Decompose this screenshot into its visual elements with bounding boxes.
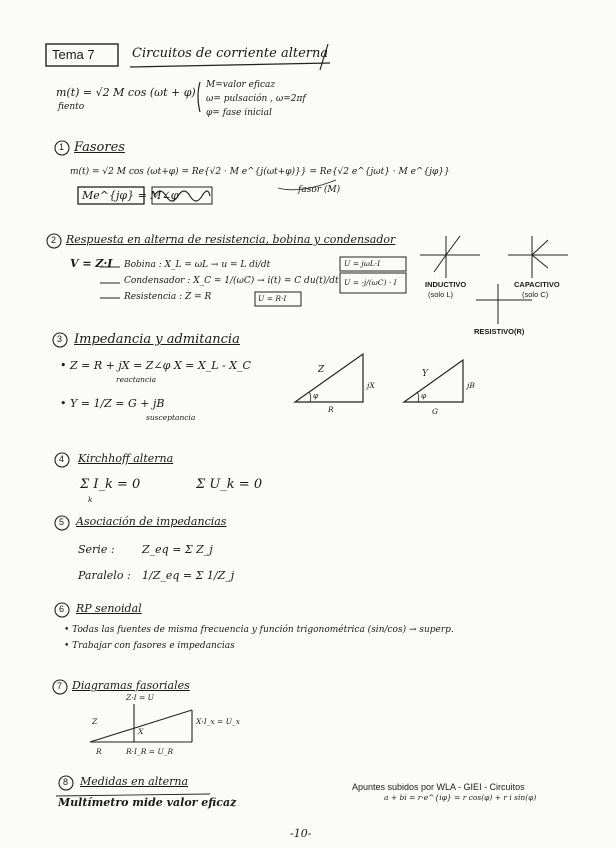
s7-right-label: X·I_x = U_x: [196, 717, 241, 726]
s6-title: RP senoidal: [76, 602, 142, 615]
tri2-hyp: Y: [422, 369, 428, 379]
s3-z-line: • Z = R + jX = Z∠φ X = X_L - X_C: [60, 359, 251, 372]
s2-line-condensador: Condensador : X_C = 1/(ωC) → i(t) = C du(t)/dt: [124, 276, 339, 286]
admittance-triangle: [404, 360, 463, 402]
intro-legend-2: ω= pulsación , ω=2πf: [206, 94, 306, 104]
footer-extra: a + bi = r·e^{iφ} = r cos(φ) + r i sin(φ): [384, 793, 537, 802]
s4-title: Kirchhoff alterna: [78, 452, 174, 465]
s3-title: Impedancia y admitancia: [74, 332, 240, 347]
s4-eq2: Σ U_k = 0: [196, 477, 263, 492]
intro-legend-1: M=valor eficaz: [206, 80, 276, 90]
s2-result-1: U = jωL·I: [344, 259, 381, 268]
capacitivo-diagram: [508, 236, 568, 278]
s2-result-3: U = R·I: [258, 294, 287, 303]
page-title: Circuitos de corriente alterna: [132, 46, 329, 61]
title-underline: [130, 63, 330, 67]
s5-serie-label: Serie :: [78, 543, 115, 556]
s8-line: Multímetro mide valor eficaz: [58, 796, 237, 809]
s5-paralelo-label: Paralelo :: [78, 569, 131, 582]
s8-number: 8: [63, 777, 69, 787]
inductivo-sub: (solo L): [428, 290, 454, 299]
s4-sub: k: [88, 495, 93, 504]
s2-line-bobina: Bobina : X_L = ωL → u = L di/dt: [124, 260, 271, 270]
s7-number: 7: [57, 681, 63, 691]
s5-serie-eq: Z_eq = Σ Z_j: [142, 543, 213, 556]
s4-number: 4: [59, 454, 65, 464]
s2-lhs: V = Z·I: [70, 257, 113, 270]
s2-line-resistencia: Resistencia : Z = R: [124, 292, 212, 302]
s1-fasor-note: fasor (M): [298, 185, 341, 195]
capacitivo-label: CAPACITIVO: [514, 280, 560, 289]
s7-mid-label: X: [138, 727, 144, 736]
tri1-side: jX: [367, 381, 375, 390]
s8-title: Medidas en alterna: [80, 775, 189, 788]
capacitivo-sub: (solo C): [522, 290, 549, 299]
intro-brace: [198, 82, 200, 112]
tri2-side: jB: [467, 381, 475, 390]
s3-z-note: reactancia: [116, 375, 157, 384]
s7-title: Diagramas fasoriales: [72, 679, 190, 692]
footer-credit: Apuntes subidos por WLA - GIEI - Circuitos: [352, 782, 525, 792]
s1-title: Fasores: [74, 140, 125, 155]
s2-result-2: U = -j/(ωC) · I: [344, 278, 397, 287]
s3-y-note: susceptancia: [146, 413, 196, 422]
tri1-angle: φ: [313, 391, 319, 400]
tri1-hyp: Z: [318, 365, 325, 375]
s2-title: Respuesta en alterna de resistencia, bobina y condensador: [66, 233, 396, 246]
intro-formula: m(t) = √2 M cos (ωt + φ): [56, 86, 196, 99]
intro-sub: fiento: [58, 102, 85, 112]
s5-paralelo-eq: 1/Z_eq = Σ 1/Z_j: [142, 569, 235, 582]
phasor-diagram: [90, 704, 192, 742]
resistivo-label: RESISTIVO(R): [474, 327, 525, 336]
s7-top-label: Z·I = U: [126, 693, 154, 702]
s1-number: 1: [59, 142, 65, 152]
s6-line-1: • Todas las fuentes de misma frecuencia y función trigonométrica (sin/cos) → superp.: [64, 625, 454, 635]
inductivo-diagram: [420, 236, 480, 278]
page-number: -10-: [290, 827, 312, 840]
s5-number: 5: [59, 517, 65, 527]
s7-base-under: R·I_R = U_R: [126, 747, 174, 756]
tri2-angle: φ: [421, 391, 427, 400]
s1-boxed: Me^{jφ} = M∠φ: [82, 189, 179, 202]
tri2-base: G: [432, 407, 438, 416]
s6-line-2: • Trabajar con fasores e impedancias: [64, 641, 235, 651]
s7-base-left: R: [96, 747, 102, 756]
impedance-triangle: [295, 354, 363, 402]
tema-label: Tema 7: [52, 47, 95, 62]
inductivo-label: INDUCTIVO: [425, 280, 467, 289]
s1-formula: m(t) = √2 M cos (ωt+φ) = Re{√2 · M e^{j(ωt+φ)}} = Re{√2 e^{jωt} · M e^{jφ}}: [70, 167, 450, 177]
s7-hyp-label: Z: [92, 717, 98, 726]
s2-number: 2: [51, 235, 57, 245]
intro-legend-3: φ= fase inicial: [206, 108, 272, 118]
s6-number: 6: [59, 604, 65, 614]
s3-y-line: • Y = 1/Z = G + jB: [60, 397, 165, 410]
s5-title: Asociación de impedancias: [76, 515, 227, 528]
s3-number: 3: [57, 334, 63, 344]
s4-eq1: Σ I_k = 0: [80, 477, 141, 492]
tri1-base: R: [328, 405, 334, 414]
